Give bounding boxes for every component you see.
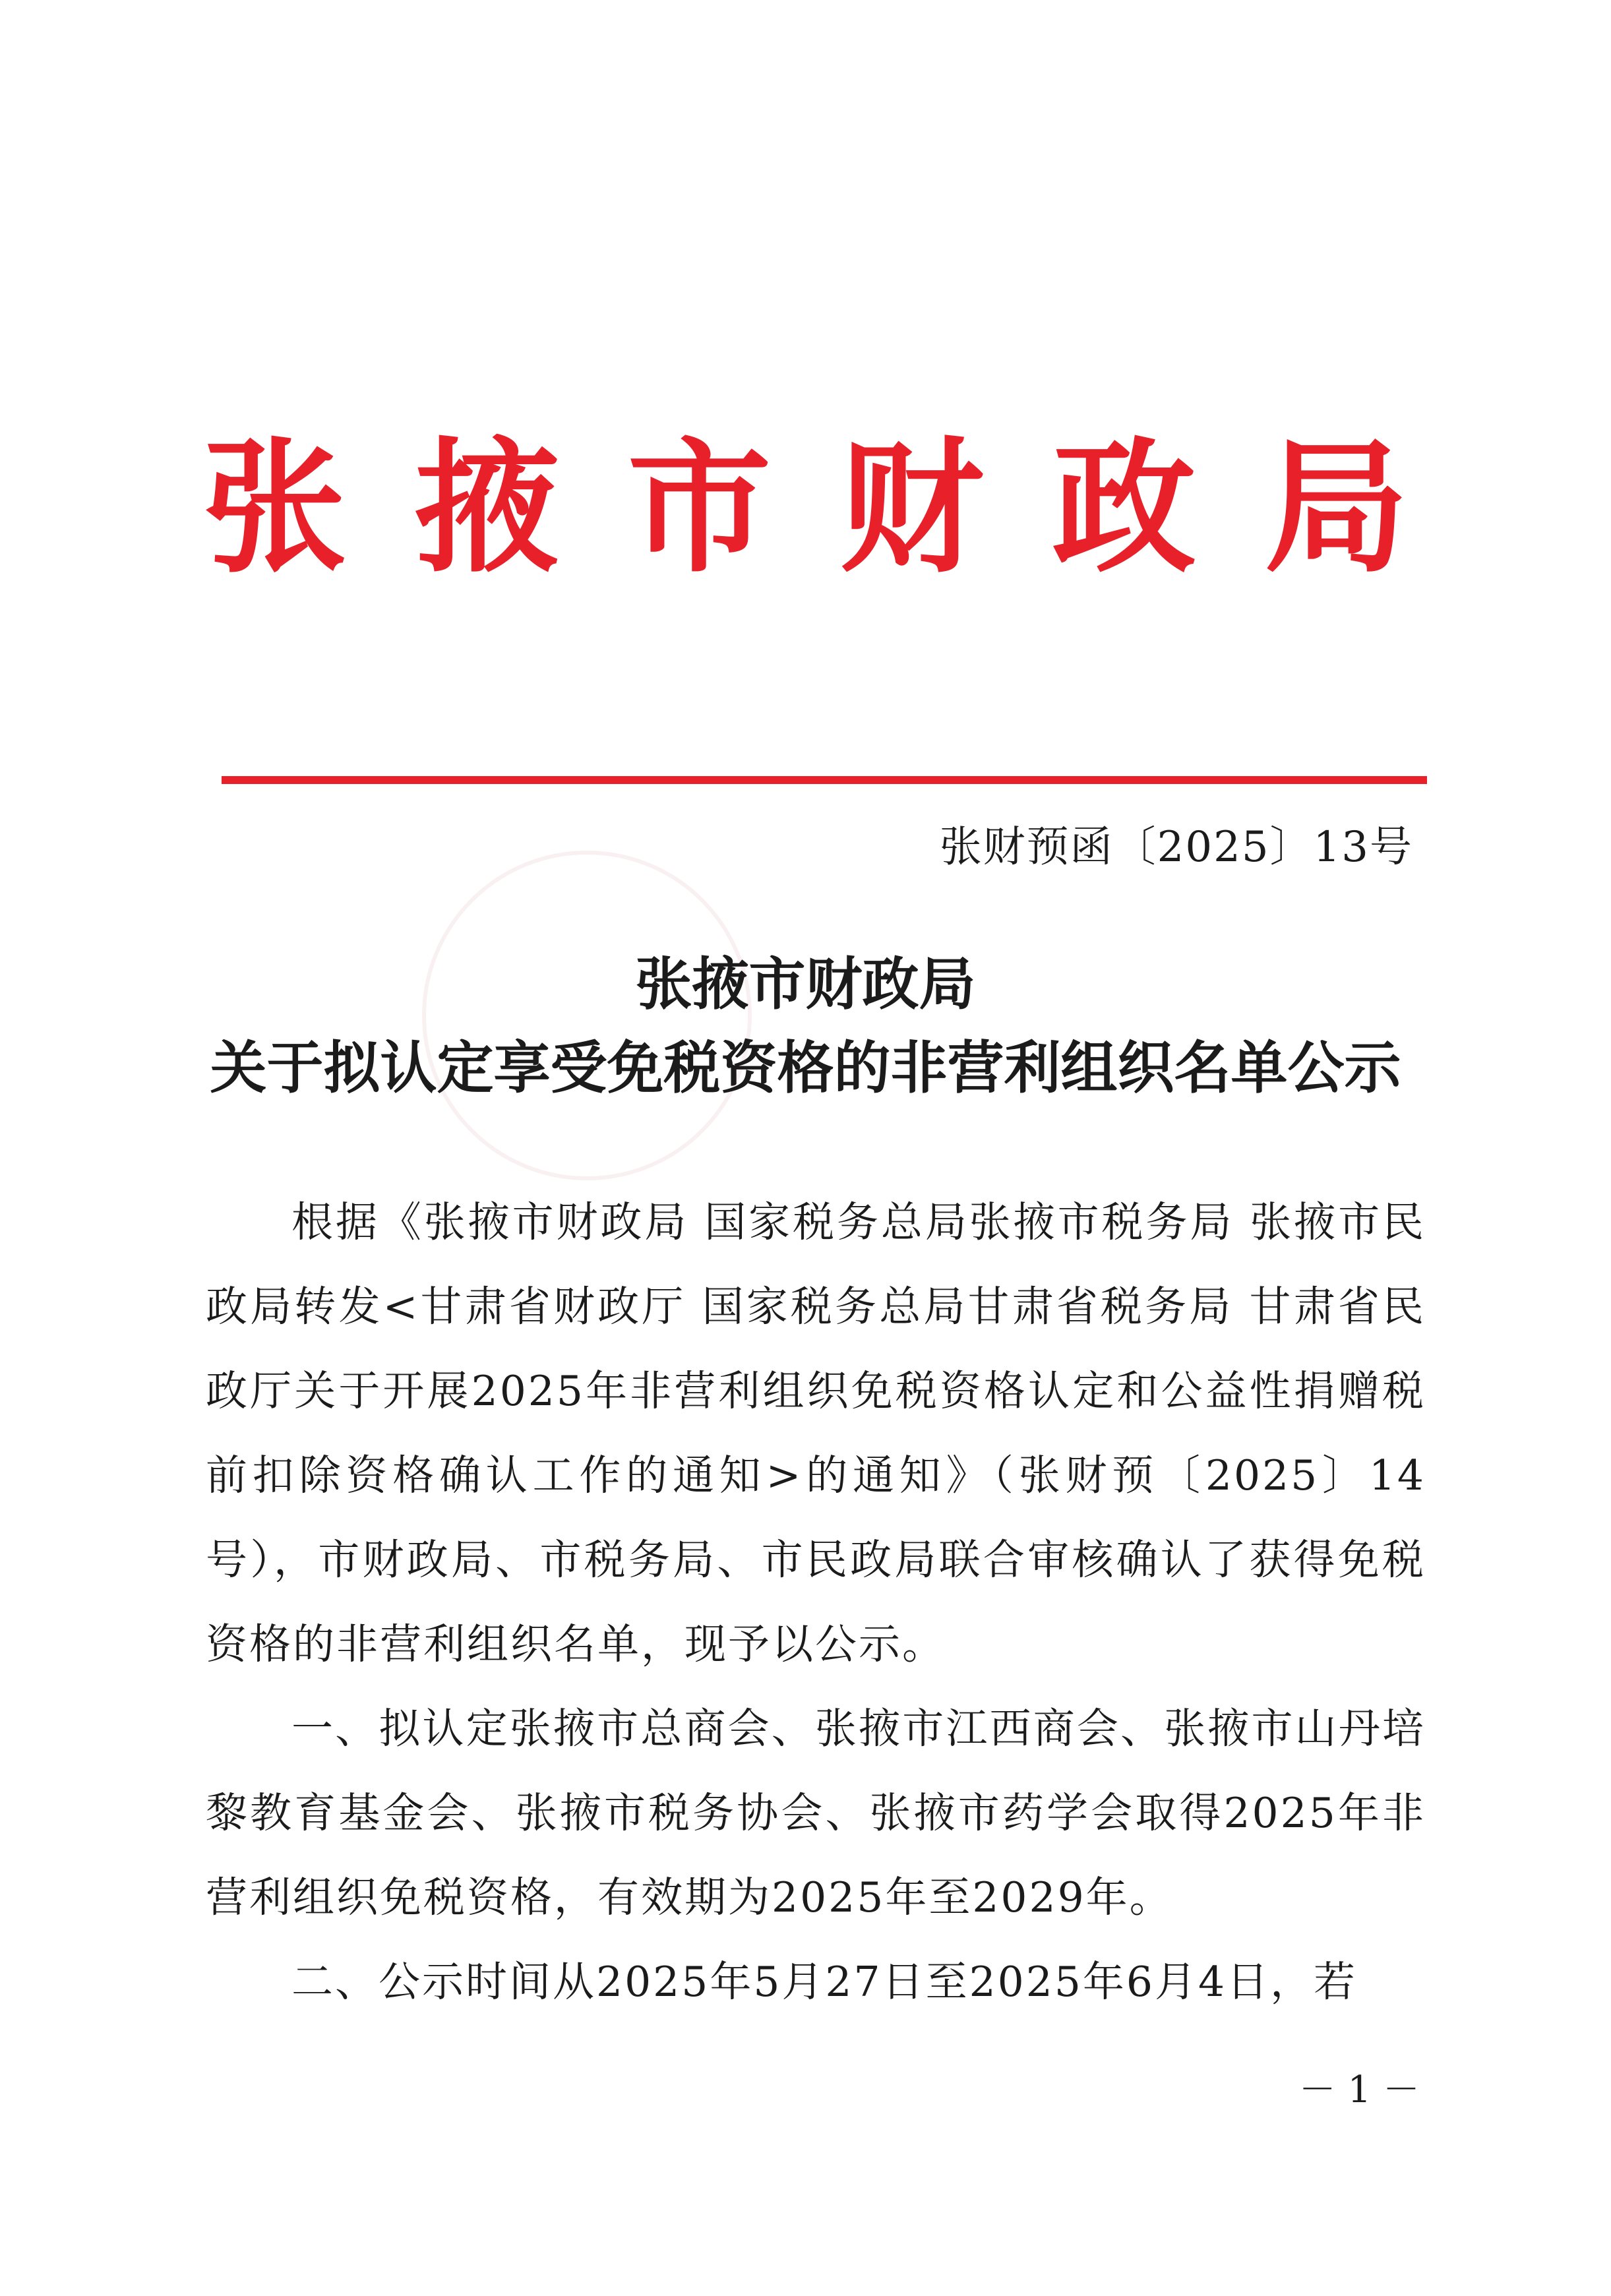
document-title-line2: 关于拟认定享受免税资格的非营利组织名单公示: [210, 1035, 1401, 1101]
document-body: [206, 1180, 1426, 2024]
body-paragraph: 根据《张掖市财政局 国家税务总局张掖市税务局 张掖市民政局转发<甘肃省财政厅 国家税务总局甘肃省税务局 甘肃省民政厅关于开展2025年非营利组织免税资格认定和公益性捐赠税前扣除资格确认工作的通知>的通知》（张财预〔2025〕14号），市财政局、市税务局、市民政局联合审核确认了获得免税资格的非营利组织名单，现予以公示。: [206, 1198, 1426, 1668]
page-number: － 1 －: [1298, 2069, 1420, 2111]
body-paragraph: 二、公示时间从2025年5月27日至2025年6月4日，若: [291, 1958, 1358, 2006]
document-title-line1: 张掖市财政局: [635, 952, 976, 1017]
masthead-title: 张掖市财政局: [202, 423, 1477, 592]
red-separator-rule: [222, 776, 1427, 784]
document-number: 张财预函〔2025〕13号: [939, 823, 1413, 872]
body-paragraph: 一、拟认定张掖市总商会、张掖市江西商会、张掖市山丹培黎教育基金会、张掖市税务协会、张掖市药学会取得2025年非营利组织免税资格，有效期为2025年至2029年。: [206, 1705, 1426, 1921]
